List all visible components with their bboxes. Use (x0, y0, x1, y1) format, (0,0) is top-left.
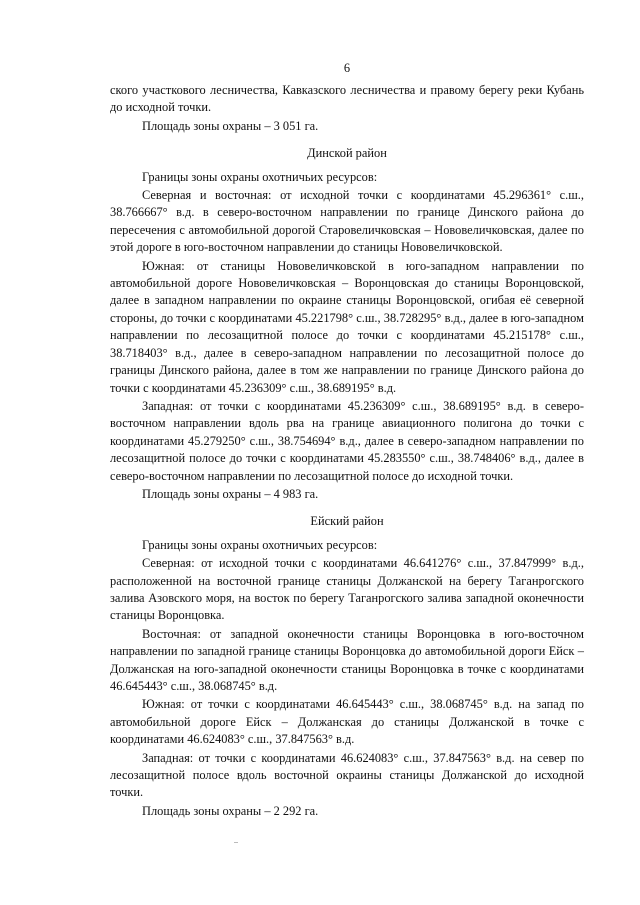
area-paragraph: Площадь зоны охраны – 3 051 га. (142, 118, 319, 133)
section-dinskoy (110, 145, 584, 503)
boundary-south: Южная: от станицы Нововеличковской в юго-западном направлении по автомобильной дороге Нововеличковская – Воронцовская до станицы Воронцовской, далее в западном направлении по окраине станицы Воронцовской, огибая её северной стороны, до точки с координатами 45.221798° с.ш., 38.728295° в.д., далее в юго-западном направлении по лесозащитной полосе до точки с координатами 45.215178° с.ш., 38.718403° в.д., далее в северо-западном направлении по лесозащитной полосе до границы Динского района, далее в том же направлении по границе Динского района до точки с координатами 45.236309° с.ш., 38.689195° в.д. (110, 258, 584, 395)
section-heading: Динской район (307, 146, 387, 161)
boundary-north-east: Северная и восточная: от исходной точки с координатами 45.296361° с.ш., 38.766667° в.д. в северо-восточном направлении по границе Динского района до пересечения с автомобильной дорогой Старовеличковская – Нововеличковская, далее по этой дороге в юго-восточном направлении до станицы Нововеличковской. (110, 188, 584, 255)
boundaries-intro: Границы зоны охраны охотничьих ресурсов: (142, 169, 378, 184)
boundary-west: Западная: от точки с координатами 45.236309° с.ш., 38.689195° в.д. в северо-восточном направлении вдоль рва на границе авиационного полигона до точки с координатами 45.279250° с.ш., 38.754694° в.д., далее в северо-западном направлении по лесозащитной полосе до точки с координатами 45.283550° с.ш., 38.748406° в.д., далее в северо-восточном направлении по лесозащитной полосе до исходной точки. (110, 398, 584, 483)
page-number: 6 (343, 61, 351, 75)
boundaries-intro: Границы зоны охраны охотничьих ресурсов: (142, 537, 378, 552)
scan-speck (234, 842, 238, 843)
section-yeysky (110, 513, 584, 820)
document-body (110, 82, 584, 830)
boundary-south: Южная: от точки с координатами 46.645443° с.ш., 38.068745° в.д. на запад по автомобильной дороге Ейск – Должанская до станицы Должанской в точке с координатами 46.624083° с.ш., 37.847563° в.д. (110, 697, 584, 747)
boundary-north: Северная: от исходной точки с координатами 46.641276° с.ш., 37.847999° в.д., расположенной на восточной границе станицы Должанской на берегу Таганрогского залива Азовского моря, на восток по берегу Таганрогского залива западной оконечности станицы Воронцовка. (110, 556, 584, 623)
section-heading: Ейский район (310, 514, 384, 529)
boundary-east: Восточная: от западной оконечности станицы Воронцовка в юго-восточном направлении по западной границе станицы Воронцовка до автомобильной дороги Ейск – Должанская на юго-западной оконечности станицы Воронцовка в точке с координатами 46.645443° с.ш., 38.068745° в.д. (110, 626, 584, 693)
continuation-paragraph: ского участкового лесничества, Кавказского лесничества и правому берегу реки Кубань до исходной точки. (110, 83, 584, 115)
area-paragraph: Площадь зоны охраны – 4 983 га. (142, 486, 319, 501)
boundary-west: Западная: от точки с координатами 46.624083° с.ш., 37.847563° в.д. на север по лесозащитной полосе вдоль восточной окраины станицы Должанской до исходной точки. (110, 750, 584, 800)
area-paragraph: Площадь зоны охраны – 2 292 га. (142, 803, 319, 818)
